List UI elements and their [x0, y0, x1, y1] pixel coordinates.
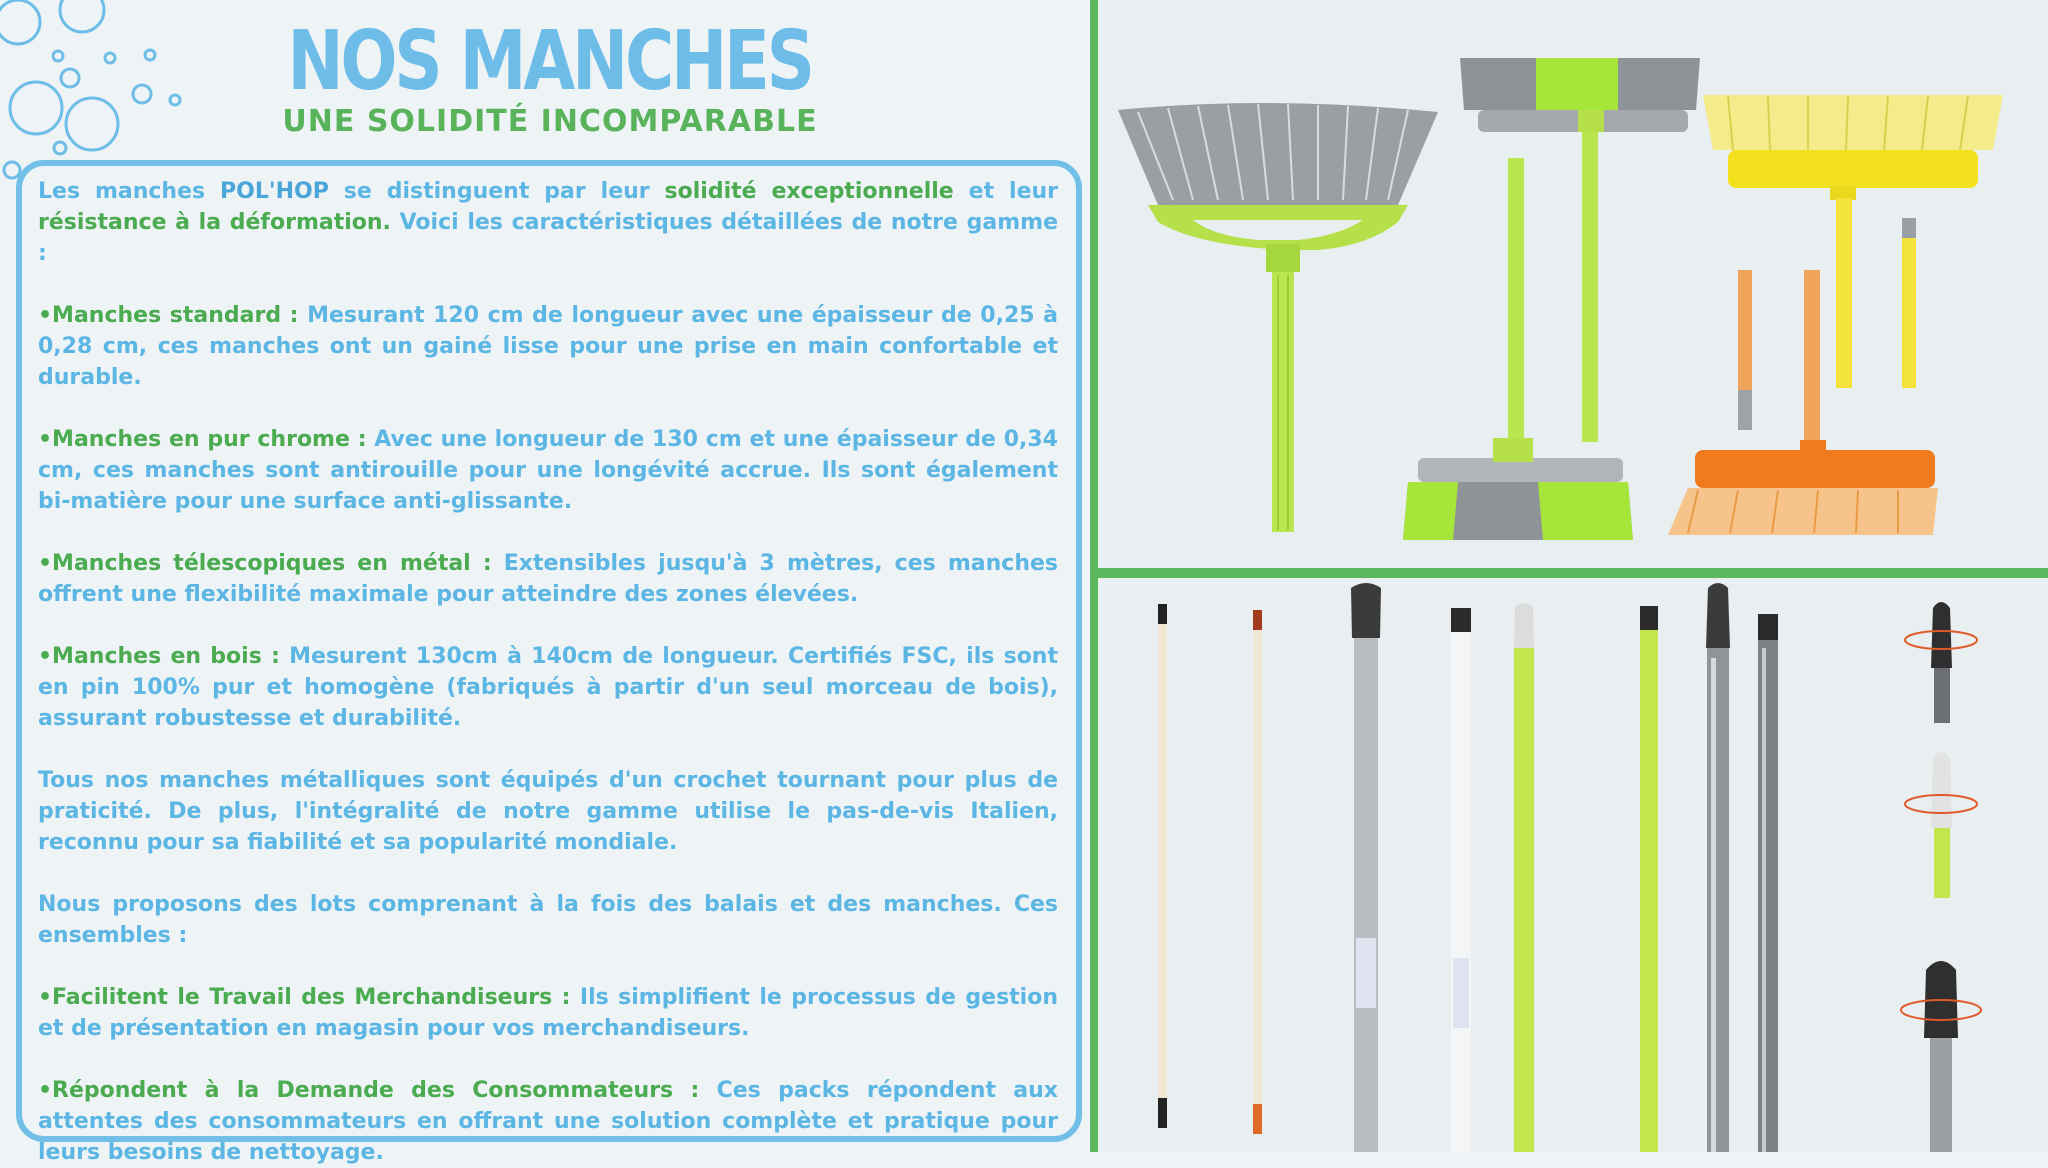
- broom-orange: [1668, 270, 1938, 535]
- page-subtitle: UNE SOLIDITÉ INCOMPARABLE: [282, 104, 818, 139]
- intro-highlight: solidité exceptionnelle: [664, 179, 954, 204]
- feature-label: •Manches en pur chrome :: [38, 427, 367, 452]
- intro-paragraph: [38, 176, 1058, 269]
- feature-text: Avec une longueur de 130 cm et une épaisseur de 0,34 cm, ces manches sont antirouille pour une longévité accrue. Ils sont également bi-matière pour une surface anti-glissante.: [38, 427, 1058, 514]
- brooms-photo: [1098, 0, 2048, 568]
- feature-telescopic: [38, 548, 1058, 610]
- brooms-illustration: [1098, 0, 2048, 568]
- metal-handle-hook: [1351, 583, 1381, 1152]
- benefit-merchandisers: [38, 982, 1058, 1044]
- benefit-label: •Répondent à la Demande des Consommateurs :: [38, 1078, 700, 1103]
- intro-text: se distinguent par leur: [328, 179, 665, 204]
- benefit-text: Ils simplifient le processus de gestion et de présentation en magasin pour vos merchandiseurs.: [38, 985, 1059, 1041]
- metal-handle-green: [1514, 603, 1534, 1152]
- benefit-label: •Facilitent le Travail des Merchandiseurs :: [38, 985, 571, 1010]
- vertical-divider: [1090, 0, 1098, 1152]
- chrome-handle: [1706, 583, 1730, 1152]
- feature-label: •Manches en bois :: [38, 644, 280, 669]
- brand-name: POL'HOP: [220, 179, 329, 204]
- feature-standard: [38, 300, 1058, 393]
- crochet-paragraph: Tous nos manches métalliques sont équipés d'un crochet tournant pour plus de praticité. De plus, l'intégralité de notre gamme utilise le pas-de-vis Italien, reconnu pour sa fiabilité et sa popularité mondiale.: [38, 768, 1058, 855]
- benefit-consumers: [38, 1075, 1058, 1168]
- lots-paragraph: Nous proposons des lots comprenant à la fois des balais et des manches. Ces ensembles :: [38, 892, 1058, 948]
- intro-text: Voici les caractéristiques détaillées de notre gamme :: [38, 210, 1058, 266]
- rotating-hook-detail: [1905, 752, 1977, 898]
- metal-handle-white: [1451, 608, 1471, 1152]
- metal-handle-green: [1640, 606, 1658, 1152]
- feature-label: •Manches télescopiques en métal :: [38, 551, 492, 576]
- feature-text: Mesurent 130cm à 140cm de longueur. Certifiés FSC, ils sont en pin 100% pur et homogène (fabriqués à partir d'un seul morceau de bois), assurant robustesse et durabilité.: [38, 644, 1058, 731]
- broom-grey-lime: [1118, 103, 1438, 532]
- handles-photo: [1098, 578, 2048, 1152]
- deck-broom-pair: [1403, 58, 1700, 540]
- feature-text: Extensibles jusqu'à 3 mètres, ces manches offrent une flexibilité maximale pour atteindre des zones élevées.: [38, 551, 1059, 607]
- feature-text: Mesurant 120 cm de longueur avec une épaisseur de 0,25 à 0,28 cm, ces manches ont un gainé lisse pour une prise en main confortable et durable.: [38, 303, 1059, 390]
- rotating-hook-detail: [1901, 961, 1981, 1152]
- horizontal-divider: [1098, 568, 2048, 578]
- wood-handle: [1253, 610, 1262, 1134]
- wood-handle: [1158, 604, 1167, 1128]
- intro-highlight: résistance à la déformation.: [38, 210, 391, 235]
- handles-illustration: [1098, 578, 2048, 1152]
- chrome-handle: [1758, 614, 1778, 1152]
- feature-wood: [38, 641, 1058, 734]
- feature-label: •Manches standard :: [38, 303, 299, 328]
- description-box: [16, 160, 1082, 1165]
- feature-chrome: [38, 424, 1058, 517]
- benefit-text: Ces packs répondent aux attentes des consommateurs en offrant une solution complète et pratique pour leurs besoins de nettoyage.: [38, 1078, 1058, 1165]
- intro-text: Les manches: [38, 179, 221, 204]
- page-title: NOS MANCHES: [287, 14, 812, 109]
- rotating-hook-detail: [1905, 602, 1977, 723]
- intro-text: et leur: [953, 179, 1058, 204]
